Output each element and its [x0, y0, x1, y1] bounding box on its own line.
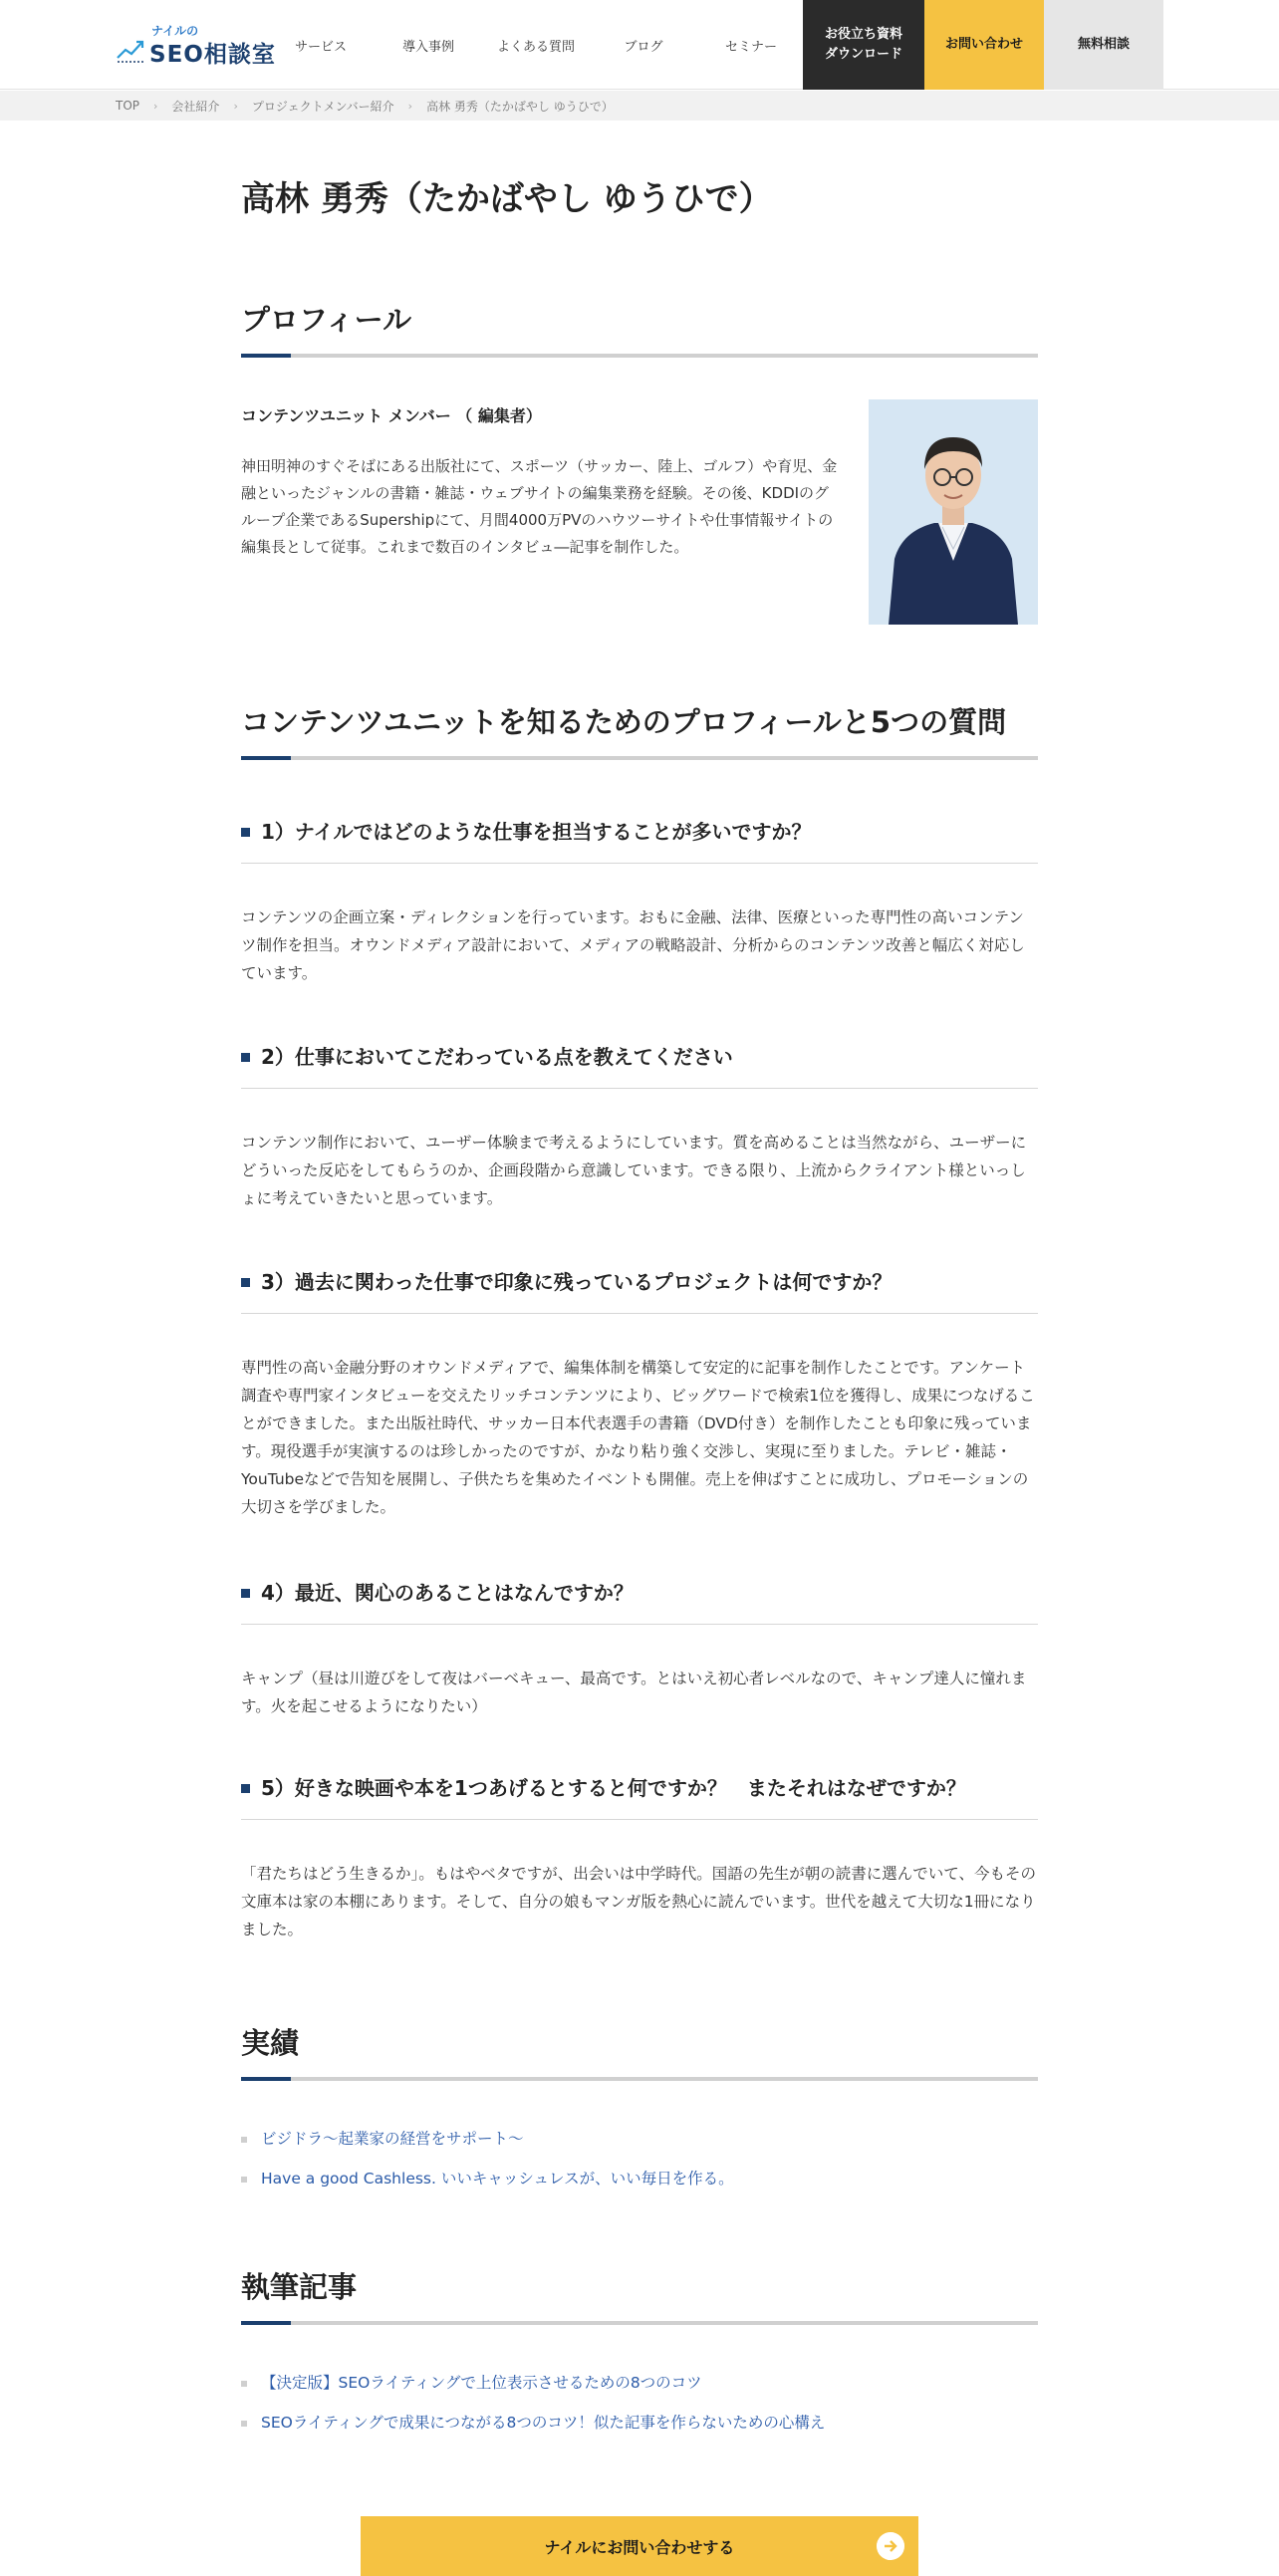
breadcrumb-top[interactable]: TOP	[116, 99, 140, 113]
profile-photo	[869, 399, 1038, 625]
article-link-2[interactable]: SEOライティングで成果につながる8つのコツ！似た記事を作らないための心構え	[261, 2414, 826, 2432]
free-consult-button[interactable]: 無料相談	[1044, 0, 1163, 90]
question-4	[241, 1575, 1038, 1625]
cta-label: ナイルにお問い合わせする	[544, 2537, 735, 2557]
square-bullet-icon	[241, 828, 250, 837]
chevron-right-icon: ›	[233, 99, 238, 113]
question-text: 5）好きな映画や本を1つあげるとすると何ですか？ またそれはなぜですか？	[261, 1776, 966, 1800]
achievement-link-1[interactable]: ビジドラ～起業家の経営をサポート～	[261, 2130, 524, 2148]
answer-3: 専門性の高い金融分野のオウンドメディアで、編集体制を構築して安定的に記事を制作したことです。アンケート調査や専門家インタビューを交えたリッチコンテンツにより、ビッグワードで検索1位を獲得し、成果につなげることができました。また出版社時代、サッカー日本代表選手の書籍（DVD付き）を制作したことも印象に残っています。現役選手が実演するのは珍しかったのですが、かなり粘り強く交渉し、実現に至りました。テレビ・雑誌・YouTubeなどで告知を展開し、子供たちを集めたイベントも開催。売上を伸ばすことに成功し、プロモーションの大切さを学びました。	[241, 1359, 1035, 1516]
main-nav	[267, 0, 805, 90]
download-label-line1: お役立ち資料	[824, 27, 902, 42]
contact-button[interactable]: お問い合わせ	[924, 0, 1044, 90]
square-bullet-icon	[241, 1278, 250, 1287]
chevron-right-icon: ›	[407, 99, 413, 113]
nav-seminar[interactable]: セミナー	[724, 39, 777, 55]
question-1	[241, 814, 1038, 864]
person-portrait-icon	[869, 399, 1038, 625]
list-item	[241, 2403, 1038, 2443]
breadcrumb	[0, 91, 1279, 121]
answer-4: キャンプ（昼は川遊びをして夜はバーベキュー、最高です。とはいえ初心者レベルなので、キャンプ達人に憧れます。火を起こせるようになりたい）	[241, 1670, 1027, 1715]
articles-heading: 執筆記事	[241, 2270, 358, 2304]
contact-cta-button[interactable]	[361, 2516, 918, 2576]
answer-1: コンテンツの企画立案・ディレクションを行っています。おもに金融、法律、医療といった専門性の高いコンテンツ制作を担当。オウンドメディア設計において、メディアの戦略設計、分析からのコンテンツ改善と幅広く対応しています。	[241, 908, 1025, 982]
logo-main-text: SEO相談室	[149, 42, 276, 68]
heading-underline	[241, 756, 1038, 760]
heading-underline	[241, 2321, 1038, 2325]
answer-2: コンテンツ制作において、ユーザー体験まで考えるようにしています。質を高めることは当然ながら、ユーザーにどういった反応をしてもらうのか、企画段階から意識しています。できる限り、上流からクライアント様といっしょに考えていきたいと思っています。	[241, 1134, 1027, 1207]
question-text: 4）最近、関心のあることはなんですか？	[261, 1581, 634, 1605]
profile-heading: プロフィール	[241, 303, 412, 337]
achievement-link-2[interactable]: Have a good Cashless. いいキャッシュレスが、いい毎日を作る。	[261, 2170, 734, 2188]
list-item	[241, 2159, 1038, 2198]
question-5	[241, 1770, 1038, 1820]
breadcrumb-current: 高林 勇秀（たかばやし ゆうひで）	[426, 99, 614, 114]
question-text: 3）過去に関わった仕事で印象に残っているプロジェクトは何ですか？	[261, 1270, 893, 1294]
articles-list	[241, 2363, 1038, 2443]
page-title: 高林 勇秀（たかばやし ゆうひで）	[241, 179, 773, 219]
site-header	[0, 0, 1279, 90]
heading-underline	[241, 2077, 1038, 2081]
profile-role: コンテンツユニット メンバー （ 編集者）	[241, 406, 542, 425]
list-item	[241, 2119, 1038, 2159]
profile-text: 神田明神のすぐそばにある出版社にて、スポーツ（サッカー、陸上、ゴルフ）や育児、金融といったジャンルの書籍・雑誌・ウェブサイトの編集業務を経験。その後、KDDIのグループ企業であるSupershipにて、月間4000万PVのハウツーサイトや仕事情報サイトの編集長として従事。これまで数百のインタビュ―記事を制作した。	[241, 457, 838, 556]
question-text: 2）仕事においてこだわっている点を教えてください	[261, 1045, 733, 1069]
arrow-right-icon	[877, 2532, 904, 2560]
download-button[interactable]	[803, 0, 924, 90]
article-link-1[interactable]: 【決定版】SEOライティングで上位表示させるための8つのコツ	[261, 2374, 702, 2392]
nav-blog[interactable]: ブログ	[624, 39, 663, 55]
question-2	[241, 1039, 1038, 1089]
breadcrumb-members[interactable]: プロジェクトメンバー紹介	[251, 99, 394, 114]
achievements-list	[241, 2119, 1038, 2198]
answer-5: 「君たちはどう生きるか」。もはやベタですが、出会いは中学時代。国語の先生が朝の読書に選んでいて、今もその文庫本は家の本棚にあります。そして、自分の娘もマンガ版を熱心に読んでいます。世代を越えて大切な1冊になりました。	[241, 1865, 1036, 1938]
question-text: 1）ナイルではどのような仕事を担当することが多いですか？	[261, 820, 812, 844]
nav-faq[interactable]: よくある質問	[496, 39, 575, 55]
square-bullet-icon	[241, 1589, 250, 1598]
nav-case-studies[interactable]: 導入事例	[401, 39, 454, 55]
question-3	[241, 1264, 1038, 1314]
breadcrumb-company[interactable]: 会社紹介	[171, 99, 220, 114]
heading-underline	[241, 354, 1038, 358]
list-item	[241, 2363, 1038, 2403]
achievements-heading: 実績	[241, 2026, 300, 2060]
square-bullet-icon	[241, 1784, 250, 1793]
square-bullet-icon	[241, 1053, 250, 1062]
nav-services[interactable]: サービス	[294, 39, 347, 55]
site-logo[interactable]	[116, 20, 276, 68]
download-label-line2: ダウンロード	[824, 47, 902, 62]
chevron-right-icon: ›	[153, 99, 158, 113]
chart-logo-icon	[116, 34, 145, 64]
qa-heading: コンテンツユニットを知るためのプロフィールと5つの質問	[241, 705, 1007, 739]
logo-small-text: ナイルの	[151, 24, 199, 38]
